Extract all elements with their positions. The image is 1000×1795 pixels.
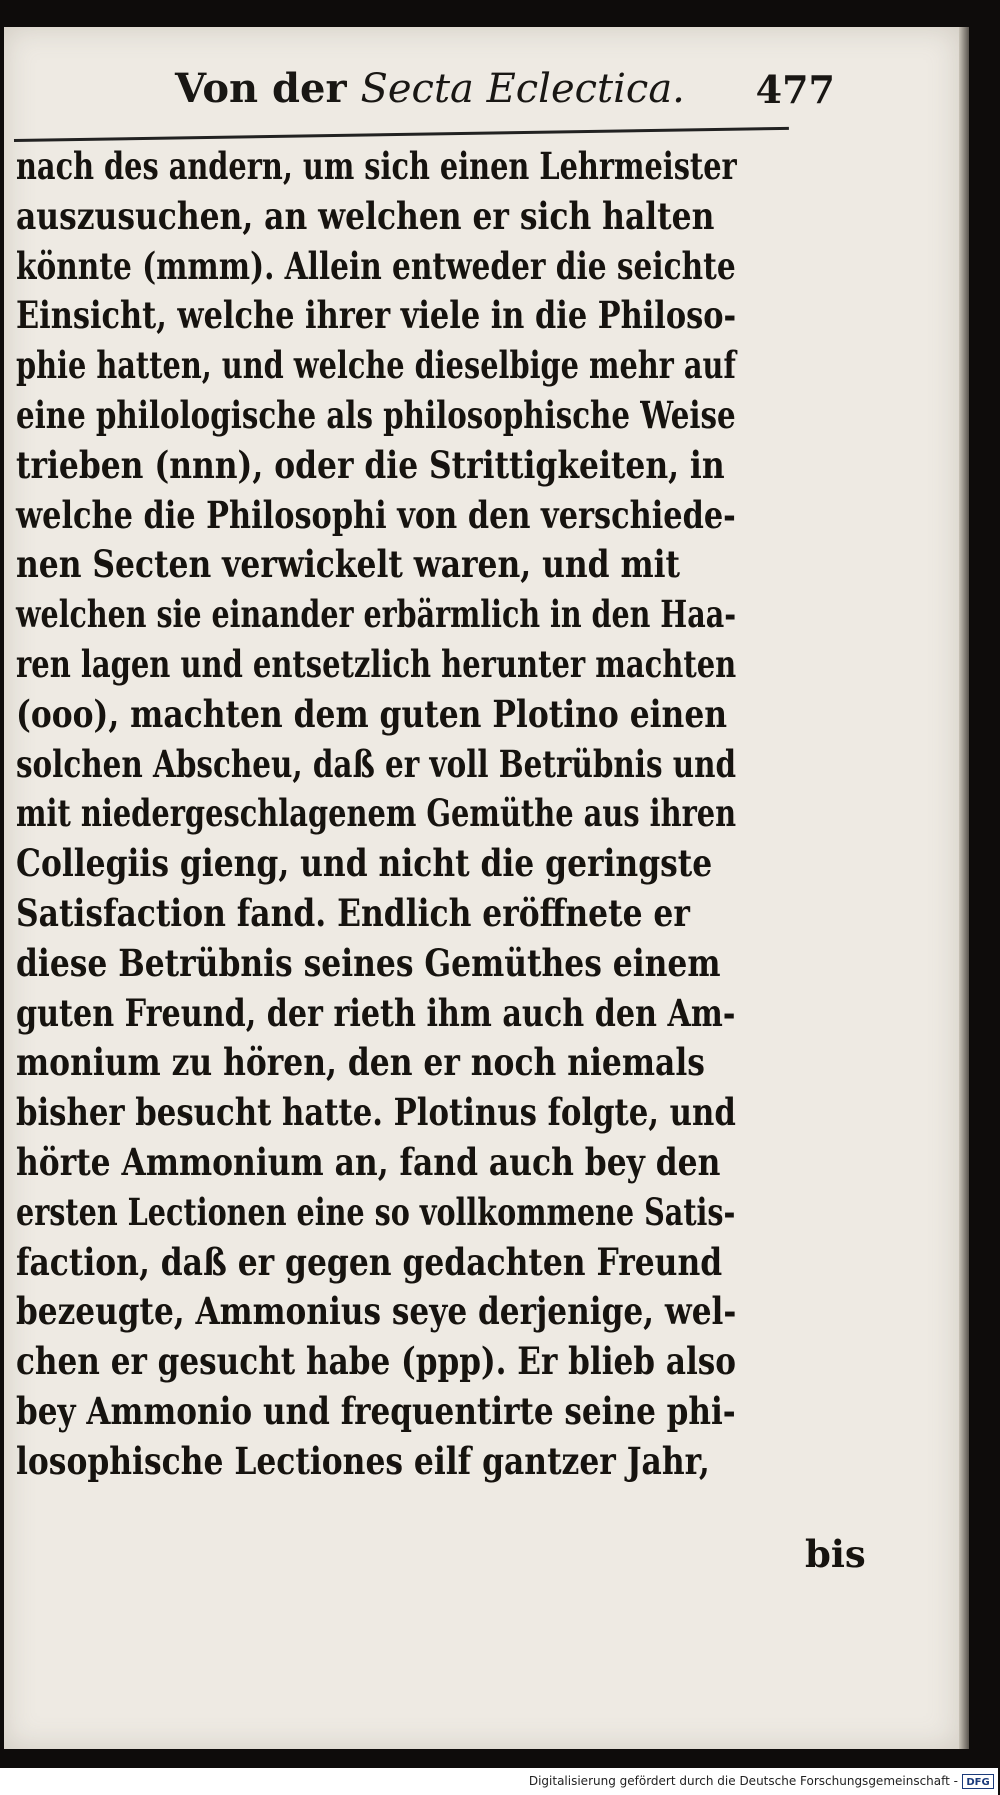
- page-edge: [959, 27, 969, 1749]
- running-header: [175, 65, 835, 125]
- digitization-footer: [0, 1768, 998, 1795]
- footer-credit: Digitalisierung gefördert durch die Deutsche Forschungsgemeinschaft -: [528, 1774, 958, 1788]
- text-line: bisher besucht hatte. Plotinus folgte, und: [16, 1090, 736, 1135]
- page-number: 477: [755, 67, 835, 112]
- running-title-german: Von der: [175, 65, 361, 112]
- text-line: ren lagen und entsetzlich herunter machten: [16, 641, 737, 686]
- text-line: welchen sie einander erbärmlich in den Haa-: [16, 592, 737, 637]
- catchword: bis: [805, 1532, 866, 1576]
- text-line: nach des andern, um sich einen Lehrmeister: [16, 144, 737, 188]
- text-line: phie hatten, und welche dieselbige mehr auf: [16, 343, 736, 388]
- text-line: ersten Lectionen eine so vollkommene Satis-: [16, 1189, 736, 1234]
- text-line: hörte Ammonium an, fand auch bey den: [16, 1139, 721, 1184]
- text-line: monium zu hören, den er noch niemals: [16, 1040, 705, 1085]
- text-line: solchen Abscheu, daß er voll Betrübnis und: [16, 741, 737, 786]
- text-line: losophische Lectiones eilf gantzer Jahr,: [16, 1438, 710, 1483]
- text-line: eine philologische als philosophische Weise: [16, 392, 736, 437]
- text-line: trieben (nnn), oder die Strittigkeiten, in: [16, 442, 725, 487]
- text-line: welche die Philosophi von den verschiede-: [16, 492, 736, 537]
- text-line: nen Secten verwickelt waren, und mit: [16, 542, 681, 587]
- text-line: diese Betrübnis seines Gemüthes einem: [16, 940, 721, 985]
- text-line: auszusuchen, an welchen er sich halten: [16, 193, 715, 238]
- text-line: guten Freund, der rieth ihm auch den Am-: [16, 990, 736, 1035]
- text-line: Einsicht, welche ihrer viele in die Philoso-: [16, 293, 737, 338]
- text-line: (ooo), machten dem guten Plotino einen: [16, 691, 728, 736]
- text-line: Collegiis gieng, und nicht die geringste: [16, 841, 713, 886]
- body-text: [16, 142, 866, 1487]
- text-line: faction, daß er gegen gedachten Freund: [16, 1239, 723, 1284]
- running-title-latin: Secta Eclectica.: [360, 66, 685, 112]
- text-line: bey Ammonio und frequentirte seine phi-: [16, 1388, 736, 1433]
- dfg-logo: DFG: [962, 1774, 994, 1789]
- text-line: chen er gesucht habe (ppp). Er blieb also: [16, 1339, 737, 1384]
- text-line: könnte (mmm). Allein entweder die seichte: [16, 243, 736, 288]
- text-line: bezeugte, Ammonius seye derjenige, wel-: [16, 1289, 737, 1334]
- text-line: Satisfaction fand. Endlich eröffnete er: [16, 890, 690, 935]
- running-title: [175, 65, 685, 112]
- text-line: mit niedergeschlagenem Gemüthe aus ihren: [16, 791, 737, 836]
